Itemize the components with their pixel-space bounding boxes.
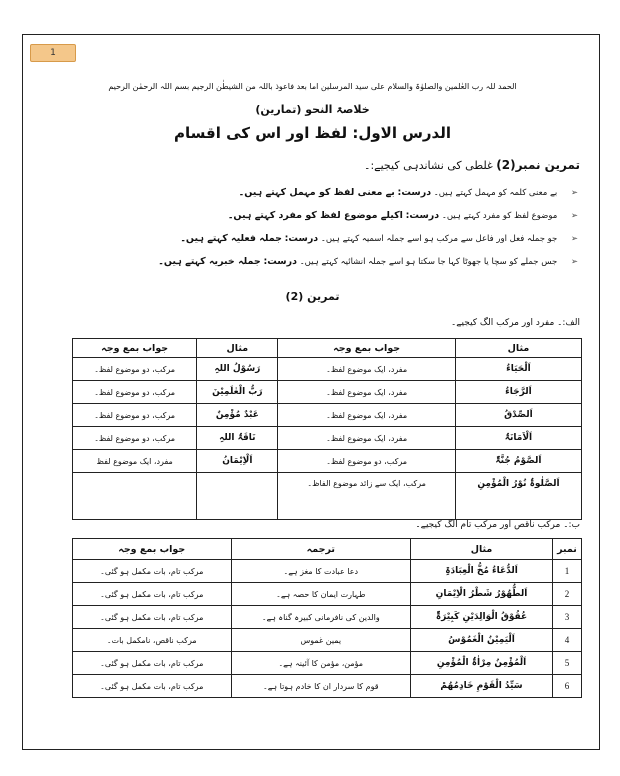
example-cell: رَبُّ الْعٰلَمِیْنَ	[197, 381, 278, 404]
answer-cell: مرکب، دو موضوع لفظ۔	[73, 404, 197, 427]
answer-cell: مرکب، دو موضوع لفظ۔	[278, 450, 455, 473]
table-row	[73, 560, 582, 583]
answer-cell: مرکب ناقص، نامکمل بات۔	[73, 629, 232, 652]
book-title: خلاصۃ النحو (تمارین)	[255, 103, 370, 116]
header-translation: ترجمہ	[231, 539, 411, 560]
answer-cell: مرکب، ایک سے زائد موضوع الفاظ۔	[278, 473, 455, 520]
header-answer: جواب بمع وجہ	[73, 539, 232, 560]
sub-heading: تمرین (2)	[285, 290, 340, 303]
example-cell: رَسُوْلُ اللہِ	[197, 358, 278, 381]
correct-statement: جملہ فعلیہ کہتے ہیں۔	[180, 233, 282, 244]
arrow-bullet-icon: ➢	[570, 211, 578, 221]
empty-cell	[73, 473, 197, 520]
arrow-bullet-icon: ➢	[570, 188, 578, 198]
table-row	[73, 404, 582, 427]
correct-statement: جملہ خبریہ کہتے ہیں۔	[158, 256, 261, 267]
arrow-bullet-icon: ➢	[570, 257, 578, 267]
answer-cell: مرکب تام، بات مکمل ہو گئی۔	[73, 583, 232, 606]
table-row	[73, 473, 582, 520]
answer-cell: مرکب تام، بات مکمل ہو گئی۔	[73, 675, 232, 698]
empty-cell	[197, 473, 278, 520]
answer-cell: مرکب، دو موضوع لفظ۔	[73, 358, 197, 381]
exercise-instruction: غلطی کی نشاندہی کیجیے:۔	[364, 159, 493, 172]
row-number: 4	[553, 629, 582, 652]
correct-label: درست:	[263, 256, 297, 267]
answer-cell: مفرد، ایک موضوع لفظ۔	[278, 404, 455, 427]
answer-cell: مفرد، ایک موضوع لفظ۔	[278, 381, 455, 404]
example-cell: اَلْحَیَاءُ	[455, 358, 581, 381]
example-cell: اَلدُّعَاءُ مُخُّ الْعِبَادَۃِ	[411, 560, 553, 583]
example-cell: اَلْیَمِیْنُ الْغَمُوْسُ	[411, 629, 553, 652]
table-row	[73, 606, 582, 629]
correction-item	[78, 230, 578, 253]
example-cell: اَلْاِیْمَانُ	[197, 450, 278, 473]
correct-label: درست:	[284, 233, 319, 244]
page-number-badge: 1	[30, 44, 76, 62]
answer-cell: مفرد، ایک موضوع لفظ۔	[278, 358, 455, 381]
table-header-row	[73, 339, 582, 358]
table-row	[73, 675, 582, 698]
part-a-instruction: الف:۔ مفرد اور مرکب الگ کیجیے۔	[451, 318, 580, 328]
correct-label: درست:	[397, 187, 432, 198]
arrow-bullet-icon: ➢	[570, 234, 578, 244]
translation-cell: قوم کا سردار ان کا خادم ہوتا ہے۔	[231, 675, 411, 698]
correction-item	[78, 253, 578, 276]
example-cell: اَلطُّهُوْرُ شَطْرُ الْاِیْمَانِ	[411, 583, 553, 606]
row-number: 2	[553, 583, 582, 606]
table-row	[73, 629, 582, 652]
header-answer: جواب بمع وجہ	[73, 339, 197, 358]
header-example: مثال	[411, 539, 553, 560]
single-compound-table	[72, 338, 582, 520]
answer-cell: مرکب، دو موضوع لفظ۔	[73, 381, 197, 404]
correct-statement: اکیلے موضوع لفظ کو مفرد کہتے ہیں۔	[227, 210, 403, 221]
translation-cell: والدین کی نافرمانی کبیرہ گناہ ہے۔	[231, 606, 411, 629]
translation-cell: مؤمن، مؤمن کا آئینہ ہے۔	[231, 652, 411, 675]
example-cell: نَاقَۃُ اللہِ	[197, 427, 278, 450]
correct-label: درست:	[405, 210, 440, 221]
wrong-statement: موضوع لفظ کو مفرد کہتے ہیں۔	[441, 211, 558, 221]
example-cell: عَبْدٌ مُؤْمِنٌ	[197, 404, 278, 427]
table-row	[73, 450, 582, 473]
answer-cell: مرکب، دو موضوع لفظ۔	[73, 427, 197, 450]
correct-statement: بے معنی لفظ کو مہمل کہتے ہیں۔	[238, 187, 395, 198]
wrong-statement: جس جملے کو سچا یا جھوٹا کہا جا سکتا ہو اسے جملہ انشائیہ کہتے ہیں۔	[299, 257, 558, 267]
example-cell: اَلصِّدْقُ	[455, 404, 581, 427]
example-cell: اَلرَّجَاءُ	[455, 381, 581, 404]
header-example: مثال	[197, 339, 278, 358]
row-number: 5	[553, 652, 582, 675]
table-row	[73, 583, 582, 606]
exercise-heading	[364, 158, 580, 172]
bismillah-line: الحمد للہ رب العٰلمین والصلوٰۃ والسلام علی سید المرسلین اما بعد فاعوذ باللہ من الشیطٰن الرجیم بسم اللہ الرحمٰن الرحیم	[108, 82, 517, 91]
header-number: نمبر	[553, 539, 582, 560]
table-row	[73, 381, 582, 404]
example-cell: اَلْمُؤْمِنُ مِرْاٰۃُ الْمُؤْمِنِ	[411, 652, 553, 675]
example-cell: اَلصَّلٰوۃُ نُوْرُ الْمُؤْمِنِ	[455, 473, 581, 520]
table-row	[73, 427, 582, 450]
table-header-row	[73, 539, 582, 560]
header-example: مثال	[455, 339, 581, 358]
translation-cell: طہارت ایمان کا حصہ ہے۔	[231, 583, 411, 606]
row-number: 6	[553, 675, 582, 698]
answer-cell: مفرد، ایک موضوع لفظ	[73, 450, 197, 473]
table-row	[73, 358, 582, 381]
correction-item	[78, 184, 578, 207]
wrong-statement: بے معنی کلمہ کو مہمل کہتے ہیں۔	[433, 188, 558, 198]
wrong-statement: جو جملہ فعل اور فاعل سے مرکب ہو اسے جملہ اسمیہ کہتے ہیں۔	[320, 234, 558, 244]
row-number: 3	[553, 606, 582, 629]
answer-cell: مفرد، ایک موضوع لفظ۔	[278, 427, 455, 450]
table-row	[73, 652, 582, 675]
translation-cell: دعا عبادت کا مغز ہے۔	[231, 560, 411, 583]
header-answer: جواب بمع وجہ	[278, 339, 455, 358]
answer-cell: مرکب تام، بات مکمل ہو گئی۔	[73, 560, 232, 583]
lesson-title: الدرس الاول: لفظ اور اس کی اقسام	[174, 124, 451, 142]
row-number: 1	[553, 560, 582, 583]
correction-list	[78, 184, 578, 276]
example-cell: اَلصَّوْمُ جُنَّۃٌ	[455, 450, 581, 473]
correction-item	[78, 207, 578, 230]
answer-cell: مرکب تام، بات مکمل ہو گئی۔	[73, 606, 232, 629]
translation-cell: یمین غموس	[231, 629, 411, 652]
example-cell: اَلْاَمَانَۃُ	[455, 427, 581, 450]
exercise-label: تمرین نمبر(2)	[496, 158, 580, 172]
part-b-instruction: ب:۔ مرکب ناقص اور مرکب تام الگ کیجیے۔	[415, 520, 580, 530]
example-cell: سَیِّدُ الْقَوْمِ خَادِمُهُمْ	[411, 675, 553, 698]
answer-cell: مرکب تام، بات مکمل ہو گئی۔	[73, 652, 232, 675]
example-cell: عُقُوْقُ الْوَالِدَیْنِ کَبِیْرَۃٌ	[411, 606, 553, 629]
incomplete-complete-table	[72, 538, 582, 698]
